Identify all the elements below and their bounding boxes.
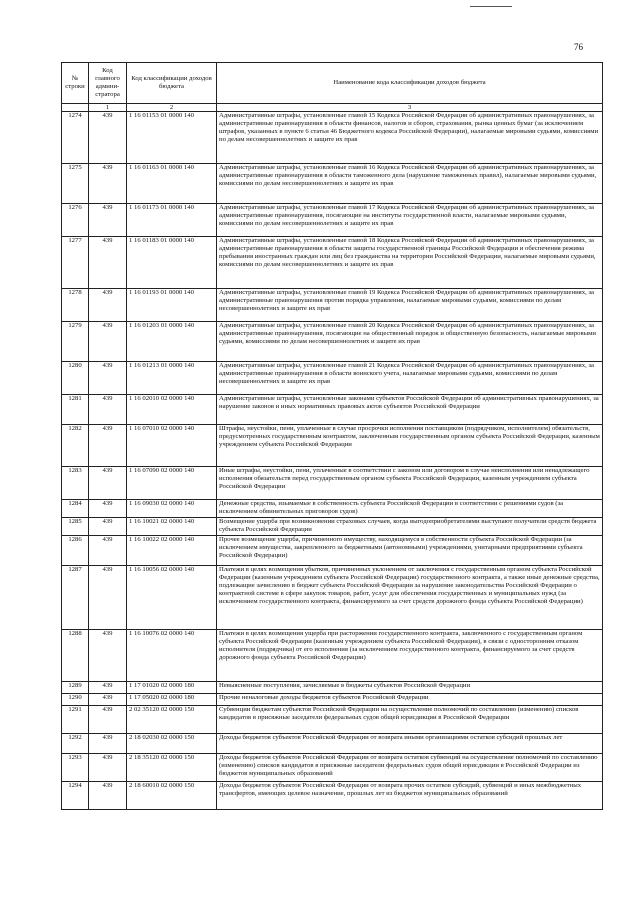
classification-code: 1 16 07090 02 0000 140 <box>127 467 217 500</box>
table-row <box>62 518 603 536</box>
row-number: 1293 <box>62 754 89 782</box>
table-row <box>62 694 603 706</box>
header-administrator-code: Код главного админи-стратора <box>89 63 127 104</box>
classification-code: 1 16 09030 02 0000 140 <box>127 500 217 518</box>
table-row <box>62 395 603 425</box>
classification-code: 1 16 10021 02 0000 140 <box>127 518 217 536</box>
row-number: 1275 <box>62 164 89 204</box>
classification-name: Невыясненные поступления, зачисляемые в бюджеты субъектов Российской Федерации <box>217 682 603 694</box>
classification-name: Субвенции бюджетам субъектов Российской Федерации на осуществление полномочий по составлению (изменению) списков кандидатов в присяжные заседатели федеральных судов общей юрисдикции в Российской Федерации <box>217 706 603 734</box>
administrator-code: 439 <box>89 566 127 630</box>
administrator-code: 439 <box>89 204 127 237</box>
administrator-code: 439 <box>89 754 127 782</box>
administrator-code: 439 <box>89 734 127 754</box>
column-index-2: 2 <box>127 104 217 112</box>
administrator-code: 439 <box>89 694 127 706</box>
table-header-row <box>62 63 603 104</box>
classification-name: Административные штрафы, установленные главой 16 Кодекса Российской Федерации об административных правонарушениях, за административные правонарушения в области таможенного дела (нарушение таможенных правил), налагаемые мировыми судьями, комиссиями по делам несовершеннолетних и защите их прав <box>217 164 603 204</box>
row-number: 1281 <box>62 395 89 425</box>
administrator-code: 439 <box>89 706 127 734</box>
table-row <box>62 682 603 694</box>
row-number: 1286 <box>62 536 89 566</box>
header-classification-name: Наименование кода классификации доходов бюджета <box>217 63 603 104</box>
row-number: 1294 <box>62 782 89 810</box>
table-row <box>62 204 603 237</box>
classification-name: Штрафы, неустойки, пени, уплаченные в случае просрочки исполнения поставщиком (подрядчиком, исполнителем) обязательств, предусмотренных государственным контрактом, заключенным государственным органом субъекта Российской Федерации, казенным учреждением субъекта Российской Федерации <box>217 425 603 467</box>
classification-code: 2 18 35120 02 0000 150 <box>127 754 217 782</box>
classification-code: 1 16 10022 02 0000 140 <box>127 536 217 566</box>
classification-code: 1 16 01173 01 0000 140 <box>127 204 217 237</box>
classification-code: 1 16 01163 01 0000 140 <box>127 164 217 204</box>
classification-code: 1 16 01153 01 0000 140 <box>127 112 217 164</box>
classification-code: 1 16 01203 01 0000 140 <box>127 322 217 362</box>
classification-name: Возмещение ущерба при возникновении страховых случаев, когда выгодоприобретателями выступают получатели средств бюджета субъекта Российской Федерации <box>217 518 603 536</box>
classification-name: Иные штрафы, неустойки, пени, уплаченные в соответствии с законом или договором в случае неисполнения или ненадлежащего исполнения обязательств перед государственным органом субъекта Российской Федерации, казенным учреждением субъекта Российской Федерации <box>217 467 603 500</box>
row-number: 1292 <box>62 734 89 754</box>
classification-code: 1 16 01183 01 0000 140 <box>127 237 217 289</box>
classification-name: Административные штрафы, установленные законами субъектов Российской Федерации об административных правонарушениях, за нарушение законов и иных нормативных правовых актов субъектов Российской Федерации <box>217 395 603 425</box>
administrator-code: 439 <box>89 782 127 810</box>
column-index-row <box>62 104 603 112</box>
classification-name: Платежи в целях возмещения убытков, причиненных уклонением от заключения с государственным органом субъекта Российской Федерации (казенным учреждением субъекта Российской Федерации) государственного контракта, а также иные денежные средства, подлежащие зачислению в бюджет субъекта Российской Федерации за нарушение законодательства Российской Федерации о контрактной системе в сфере закупок товаров, работ, услуг для обеспечения государственных и муниципальных нужд (за исключением государственного контракта, финансируемого за счет средств дорожного фонда субъекта Российской Федерации) <box>217 566 603 630</box>
table-row <box>62 706 603 734</box>
table-row <box>62 734 603 754</box>
header-classification-code: Код классификации доходов бюджета <box>127 63 217 104</box>
classification-name: Административные штрафы, установленные главой 20 Кодекса Российской Федерации об административных правонарушениях, за административные правонарушения, посягающие на общественный порядок и общественную безопасность, налагаемые мировыми судьями, комиссиями по делам несовершеннолетних и защите их прав <box>217 322 603 362</box>
table-row <box>62 467 603 500</box>
administrator-code: 439 <box>89 362 127 395</box>
row-number: 1276 <box>62 204 89 237</box>
column-index-blank <box>62 104 89 112</box>
classification-code: 1 17 01020 02 0000 180 <box>127 682 217 694</box>
row-number: 1274 <box>62 112 89 164</box>
administrator-code: 439 <box>89 395 127 425</box>
administrator-code: 439 <box>89 467 127 500</box>
classification-name: Доходы бюджетов субъектов Российской Федерации от возврата остатков субвенций на осуществление полномочий по составлению (изменению) списков кандидатов в присяжные заседатели федеральных судов общей юрисдикции в Российской Федерации из бюджетов муниципальных образований <box>217 754 603 782</box>
classification-name: Денежные средства, изымаемые в собственность субъекта Российской Федерации в соответствии с решениями судов (за исключением обвинительных приговоров судов) <box>217 500 603 518</box>
column-index-1: 1 <box>89 104 127 112</box>
classification-name: Административные штрафы, установленные главой 18 Кодекса Российской Федерации об административных правонарушениях, за административные правонарушения в области защиты государственной границы Российской Федерации и обеспечения режима пребывания иностранных граждан или лиц без гражданства на территории Российской Федерации, налагаемые мировыми судьями, комиссиями по делам несовершеннолетних и защите их прав <box>217 237 603 289</box>
classification-name: Прочее возмещение ущерба, причиненного имуществу, находящемуся в собственности субъекта Российской Федерации (за исключением имущества, закрепленного за бюджетными (автономными) учреждениями, унитарными предприятиями субъекта Российской Федерации) <box>217 536 603 566</box>
row-number: 1291 <box>62 706 89 734</box>
administrator-code: 439 <box>89 322 127 362</box>
row-number: 1284 <box>62 500 89 518</box>
classification-code: 1 17 05020 02 0000 180 <box>127 694 217 706</box>
row-number: 1280 <box>62 362 89 395</box>
administrator-code: 439 <box>89 518 127 536</box>
header-row-number: № строки <box>62 63 89 104</box>
row-number: 1287 <box>62 566 89 630</box>
classification-name: Административные штрафы, установленные главой 15 Кодекса Российской Федерации об административных правонарушениях, за административные правонарушения в области финансов, налогов и сборов, страхования, рынка ценных бумаг (за исключением штрафов, указанных в пункте 6 статьи 46 Бюджетного кодекса Российской Федерации), налагаемые мировыми судьями, комиссиями по делам несовершеннолетних и защите их прав <box>217 112 603 164</box>
classification-code: 1 16 10076 02 0000 140 <box>127 630 217 682</box>
table-row <box>62 566 603 630</box>
classification-code: 1 16 01193 01 0000 140 <box>127 289 217 322</box>
administrator-code: 439 <box>89 112 127 164</box>
row-number: 1288 <box>62 630 89 682</box>
administrator-code: 439 <box>89 425 127 467</box>
classification-code: 1 16 02010 02 0000 140 <box>127 395 217 425</box>
row-number: 1282 <box>62 425 89 467</box>
classification-name: Прочие неналоговые доходы бюджетов субъектов Российской Федерации <box>217 694 603 706</box>
table-row <box>62 322 603 362</box>
row-number: 1289 <box>62 682 89 694</box>
row-number: 1277 <box>62 237 89 289</box>
table-row <box>62 289 603 322</box>
row-number: 1279 <box>62 322 89 362</box>
header-rule <box>470 6 512 7</box>
table-row <box>62 754 603 782</box>
row-number: 1278 <box>62 289 89 322</box>
classification-code: 2 02 35120 02 0000 150 <box>127 706 217 734</box>
administrator-code: 439 <box>89 536 127 566</box>
administrator-code: 439 <box>89 164 127 204</box>
table-row <box>62 425 603 467</box>
classification-code: 1 16 10056 02 0000 140 <box>127 566 217 630</box>
administrator-code: 439 <box>89 237 127 289</box>
row-number: 1285 <box>62 518 89 536</box>
table-row <box>62 536 603 566</box>
table-row <box>62 500 603 518</box>
table-row <box>62 630 603 682</box>
table-row <box>62 164 603 204</box>
row-number: 1290 <box>62 694 89 706</box>
classification-code: 2 18 02030 02 0000 150 <box>127 734 217 754</box>
administrator-code: 439 <box>89 682 127 694</box>
classification-name: Доходы бюджетов субъектов Российской Федерации от возврата иными организациями остатков субсидий прошлых лет <box>217 734 603 754</box>
classification-name: Платежи в целях возмещения ущерба при расторжении государственного контракта, заключенного с государственным органом субъекта Российской Федерации (казенным учреждением субъекта Российской Федерации), в связи с односторонним отказом исполнителя (подрядчика) от его исполнения (за исключением государственного контракта, финансируемого за счет средств дорожного фонда субъекта Российской Федерации) <box>217 630 603 682</box>
classification-name: Административные штрафы, установленные главой 21 Кодекса Российской Федерации об административных правонарушениях, за административные правонарушения в области воинского учета, налагаемые мировыми судьями, комиссиями по делам несовершеннолетних и защите их прав <box>217 362 603 395</box>
administrator-code: 439 <box>89 289 127 322</box>
classification-name: Доходы бюджетов субъектов Российской Федерации от возврата прочих остатков субсидий, субвенций и иных межбюджетных трансфертов, имеющих целевое назначение, прошлых лет из бюджетов муниципальных образований <box>217 782 603 810</box>
budget-classification-table <box>61 62 603 810</box>
column-index-3: 3 <box>217 104 603 112</box>
classification-name: Административные штрафы, установленные главой 19 Кодекса Российской Федерации об административных правонарушениях, за административные правонарушения против порядка управления, налагаемые мировыми судьями, комиссиями по делам несовершеннолетних и защите их прав <box>217 289 603 322</box>
classification-code: 1 16 07010 02 0000 140 <box>127 425 217 467</box>
classification-code: 2 18 60010 02 0000 150 <box>127 782 217 810</box>
table-row <box>62 237 603 289</box>
table-row <box>62 112 603 164</box>
administrator-code: 439 <box>89 500 127 518</box>
classification-name: Административные штрафы, установленные главой 17 Кодекса Российской Федерации об административных правонарушениях, за административные правонарушения, посягающие на институты государственной власти, налагаемые мировыми судьями, комиссиями по делам несовершеннолетних и защите их прав <box>217 204 603 237</box>
classification-code: 1 16 01213 01 0000 140 <box>127 362 217 395</box>
page-number: 76 <box>574 42 583 52</box>
table-row <box>62 782 603 810</box>
administrator-code: 439 <box>89 630 127 682</box>
table-row <box>62 362 603 395</box>
row-number: 1283 <box>62 467 89 500</box>
